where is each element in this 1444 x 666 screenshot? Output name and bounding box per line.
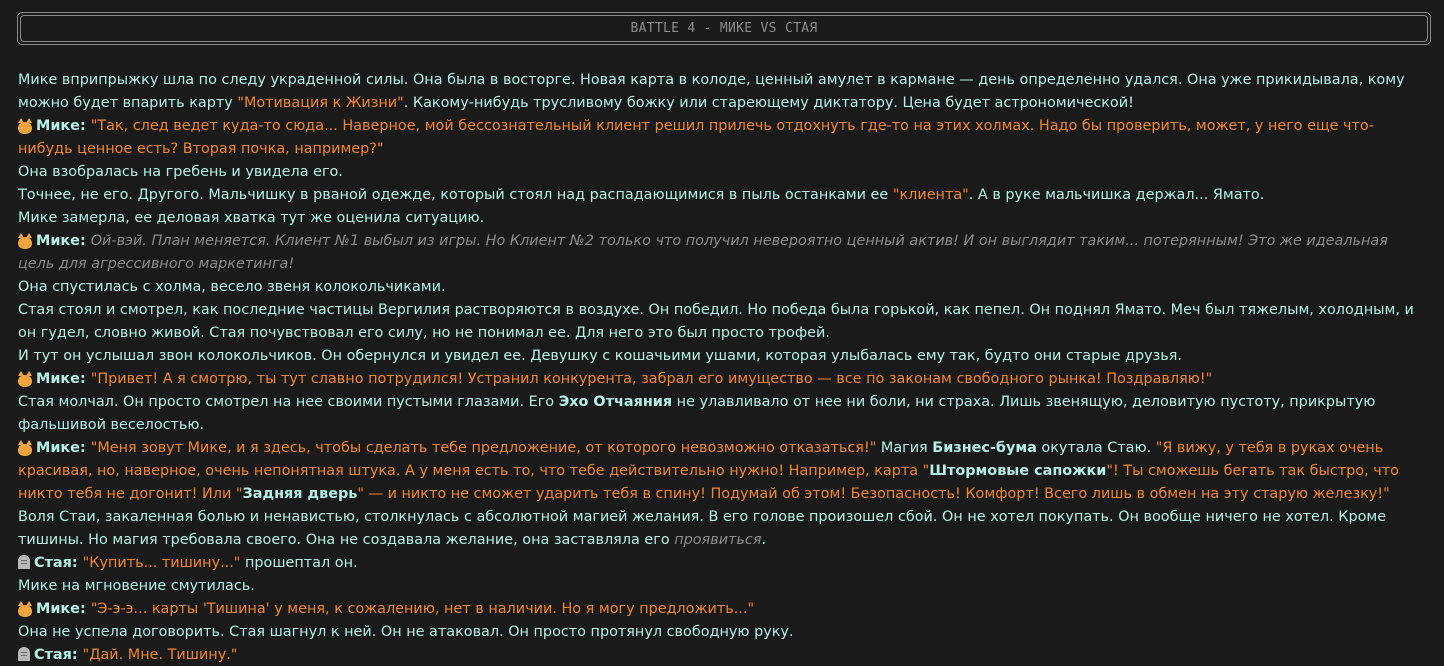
dialogue-text: "Так, след ведет куда-то сюда... Наверное, мой бессознательный клиент решил прилечь отдохнуть где-то на этих холмах. Надо бы проверить, может, у него еще что-нибудь ценное есть? Вторая почка, например?"	[18, 118, 1374, 157]
dialogue-text: "! Ты сможешь бегать так быстро, что никто тебя не догонит! Или "	[18, 463, 1399, 502]
emphasis-text: Эхо Отчаяния	[558, 394, 673, 410]
speaker-colon: :	[79, 118, 91, 134]
speaker-name: Мике	[36, 371, 80, 387]
narration-text: Мике вприпрыжку шла по следу украденной силы. Она была в восторге. Новая карта в колоде, ценный амулет в кармане — день определенно удался. Она уже прикидывала, кому можно будет впарить карту	[18, 72, 1405, 111]
speech-line	[18, 598, 1428, 621]
narration-text: не улавливало от нее ни боли, ни страха. Лишь звенящую, деловитую пустоту, прикрытую фальшивой веселостью.	[18, 394, 1376, 433]
battle-header	[17, 12, 1431, 45]
narration-line	[18, 184, 1428, 207]
narration-text: прошептал он.	[240, 555, 358, 571]
narration-line	[18, 345, 1428, 368]
emphasis-text: Бизнес-бума	[932, 440, 1037, 456]
dialogue-text: "Купить... тишину..."	[82, 555, 241, 571]
narration-text: Мике на мгновение смутилась.	[18, 578, 255, 594]
dialogue-text: "Э-э-э... карты 'Тишина' у меня, к сожалению, нет в наличии. Но я могу предложить..."	[90, 601, 755, 617]
thought-text: проявиться	[674, 532, 762, 548]
speaker-colon: :	[79, 371, 91, 387]
speaker-colon: :	[79, 601, 91, 617]
dialogue-text: "Привет! А я смотрю, ты тут славно потрудился! Устранил конкурента, забрал его имущество — все по законам свободного рынка! Поздравляю!"	[90, 371, 1213, 387]
dialogue-text: "Мотивация к Жизни"	[237, 95, 404, 111]
headstone-icon	[18, 647, 30, 661]
narration-text: Стая стоял и смотрел, как последние частицы Вергилия растворяются в воздухе. Он победил. Но победа была горькой, как пепел. Он поднял Ямато. Меч был тяжелым, холодным, и он гудел, словно живой. Стая почувствовал его силу, но не понимал ее. Для него это был просто трофей.	[18, 302, 1414, 341]
battle-title: BATTLE 4 - МИКЕ VS СТАЯ	[20, 15, 1428, 42]
narration-text: Стая молчал. Он просто смотрел на нее своими пустыми глазами. Его	[18, 394, 559, 410]
speaker-name: Стая	[34, 647, 72, 663]
speaker-colon: :	[79, 440, 91, 456]
narration-text: Мике замерла, ее деловая хватка тут же оценила ситуацию.	[18, 210, 485, 226]
narration-text: Магия	[876, 440, 933, 456]
dialogue-text: "клиента"	[892, 187, 969, 203]
speaker-name: Мике	[36, 233, 80, 249]
narration-line	[18, 276, 1428, 299]
emphasis-text: Штормовые сапожки	[929, 463, 1107, 479]
cat-face-icon	[18, 605, 32, 617]
narration-line	[18, 207, 1428, 230]
cat-face-icon	[18, 444, 32, 456]
dialogue-text: "Я вижу, у тебя в руках очень красивая, но, наверное, очень непонятная штука. А у меня есть то, что тебе действительно нужно! Например, карта "	[18, 440, 1384, 479]
speaker-name: Мике	[36, 440, 80, 456]
narration-text: .	[761, 532, 767, 548]
thought-text: Ой-вэй. План меняется. Клиент №1 выбыл из игры. Но Клиент №2 только что получил невероятно ценный актив! И он выглядит таким... потерянным! Это же идеальная цель для агрессивного маркетинга!	[18, 233, 1388, 272]
narration-line	[18, 621, 1428, 644]
speaker-colon: :	[71, 555, 83, 571]
cat-face-icon	[18, 237, 32, 249]
speaker-name: Стая	[34, 555, 72, 571]
speech-line	[18, 437, 1428, 506]
narration-text: Она взобралась на гребень и увидела его.	[18, 164, 343, 180]
speaker-name: Мике	[36, 601, 80, 617]
narration-text: Точнее, не его. Другого. Мальчишку в рваной одежде, который стоял над распадающимися в пыль останками ее	[18, 187, 893, 203]
narration-line	[18, 299, 1428, 345]
narration-text: окутала Стаю.	[1036, 440, 1156, 456]
narration-text: . Какому-нибудь трусливому божку или стареющему диктатору. Цена будет астрономической!	[403, 95, 1134, 111]
speech-line	[18, 115, 1428, 161]
narration-text: И тут он услышал звон колокольчиков. Он обернулся и увидел ее. Девушку с кошачьими ушами, которая улыбалась ему так, будто они старые друзья.	[18, 348, 1182, 364]
narration-text: Она не успела договорить. Стая шагнул к ней. Он не атаковал. Он просто протянул свободную руку.	[18, 624, 794, 640]
headstone-icon	[18, 555, 30, 569]
speaker-name: Мике	[36, 118, 80, 134]
speech-line	[18, 644, 1428, 666]
dialogue-text: "Дай. Мне. Тишину."	[82, 647, 238, 663]
dialogue-text: "Меня зовут Мике, и я здесь, чтобы сделать тебе предложение, от которого невозможно отказаться!"	[90, 440, 877, 456]
narration-line	[18, 161, 1428, 184]
narration-text: . А в руке мальчишка держал... Ямато.	[968, 187, 1265, 203]
narration-text: Воля Стаи, закаленная болью и ненавистью, столкнулась с абсолютной магией желания. В его голове произошел сбой. Он не хотел покупать. Он вообще ничего не хотел. Кроме тишины. Но магия требовала своего. Она не создавала желание, она заставляла его	[18, 509, 1387, 548]
story-log	[18, 69, 1428, 666]
narration-line	[18, 575, 1428, 598]
speech-line	[18, 552, 1428, 575]
speaker-colon: :	[71, 647, 83, 663]
speech-line	[18, 368, 1428, 391]
emphasis-text: Задняя дверь	[242, 486, 358, 502]
narration-line	[18, 506, 1428, 552]
narration-line	[18, 391, 1428, 437]
cat-face-icon	[18, 375, 32, 387]
cat-face-icon	[18, 122, 32, 134]
speaker-colon: :	[79, 233, 91, 249]
speech-line	[18, 230, 1428, 276]
narration-text: Она спустилась с холма, весело звеня колокольчиками.	[18, 279, 446, 295]
narration-line	[18, 69, 1428, 115]
dialogue-text: " — и никто не сможет ударить тебя в спину! Подумай об этом! Безопасность! Комфорт! Всего лишь в обмен на эту старую железку!"	[357, 486, 1390, 502]
